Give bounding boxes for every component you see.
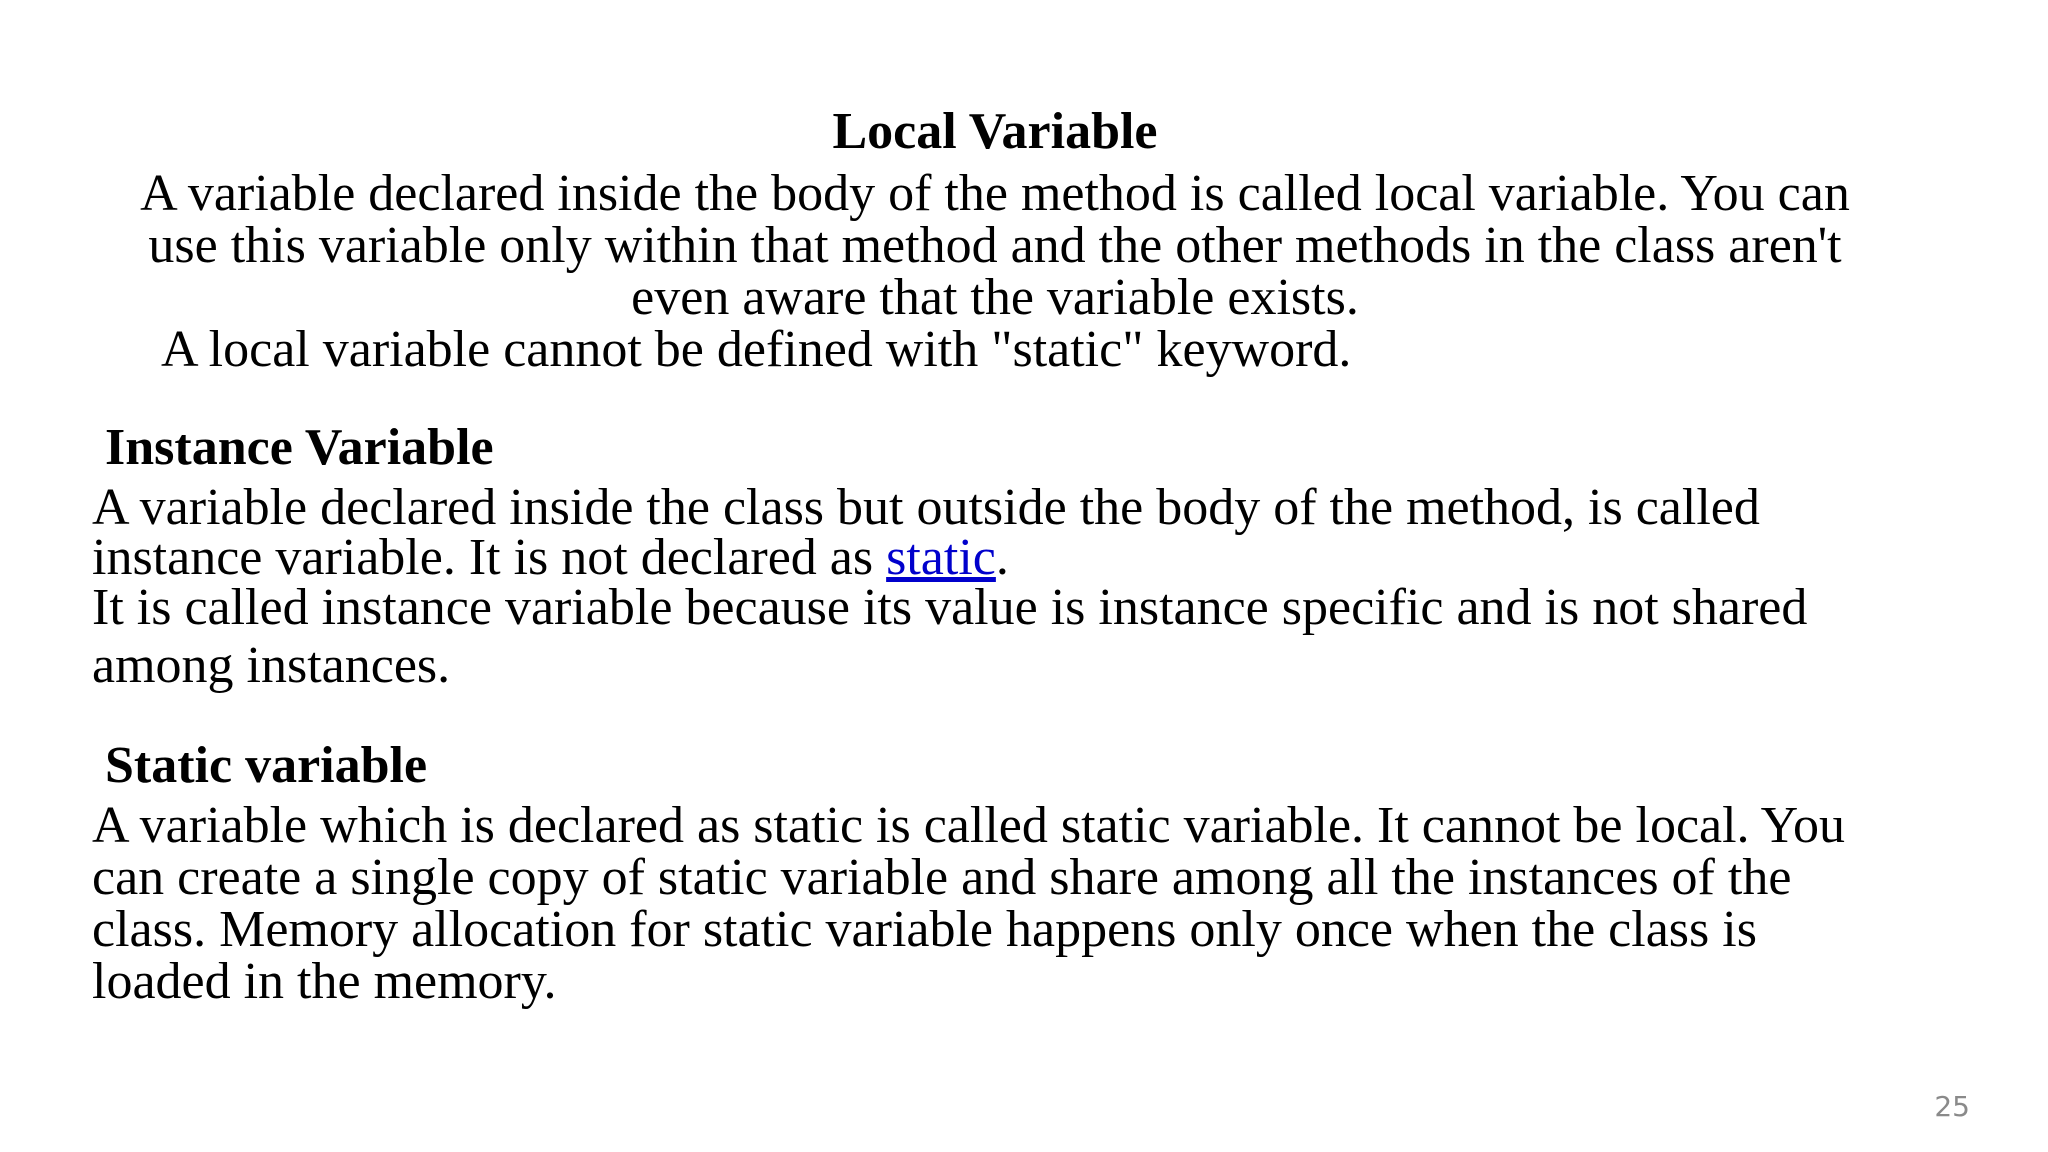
static-variable-text-line-4: loaded in the memory. (92, 953, 557, 1010)
local-variable-text-line-4: A local variable cannot be defined with "static" keyword. (161, 321, 1352, 378)
local-variable-text-line-2: use this variable only within that method and the other methods in the class aren't (148, 217, 1842, 274)
instance-variable-text-line-4: among instances. (92, 637, 451, 694)
static-variable-text-line-3: class. Memory allocation for static variable happens only once when the class is (92, 901, 1757, 958)
instance-variable-text-line-2-prefix: instance variable. It is not declared as (92, 529, 887, 586)
instance-variable-text-line-1: A variable declared inside the class but outside the body of the method, is called (92, 479, 1760, 536)
local-variable-text-line-3: even aware that the variable exists. (631, 269, 1359, 326)
static-variable-text-line-1: A variable which is declared as static is called static variable. It cannot be local. You (92, 797, 1845, 854)
static-link[interactable]: static (886, 529, 996, 586)
instance-variable-text-line-2-suffix: . (995, 529, 1009, 586)
instance-variable-text-line-2 (92, 529, 1009, 586)
page-number: 25 (1934, 1090, 1970, 1123)
static-variable-heading: Static variable (105, 737, 428, 794)
static-variable-text-line-2: can create a single copy of static variable and share among all the instances of the (92, 849, 1792, 906)
local-variable-text-line-1: A variable declared inside the body of the method is called local variable. You can (140, 165, 1850, 222)
local-variable-heading: Local Variable (832, 103, 1158, 160)
instance-variable-heading: Instance Variable (105, 419, 494, 476)
instance-variable-text-line-3: It is called instance variable because its value is instance specific and is not shared (92, 579, 1808, 636)
